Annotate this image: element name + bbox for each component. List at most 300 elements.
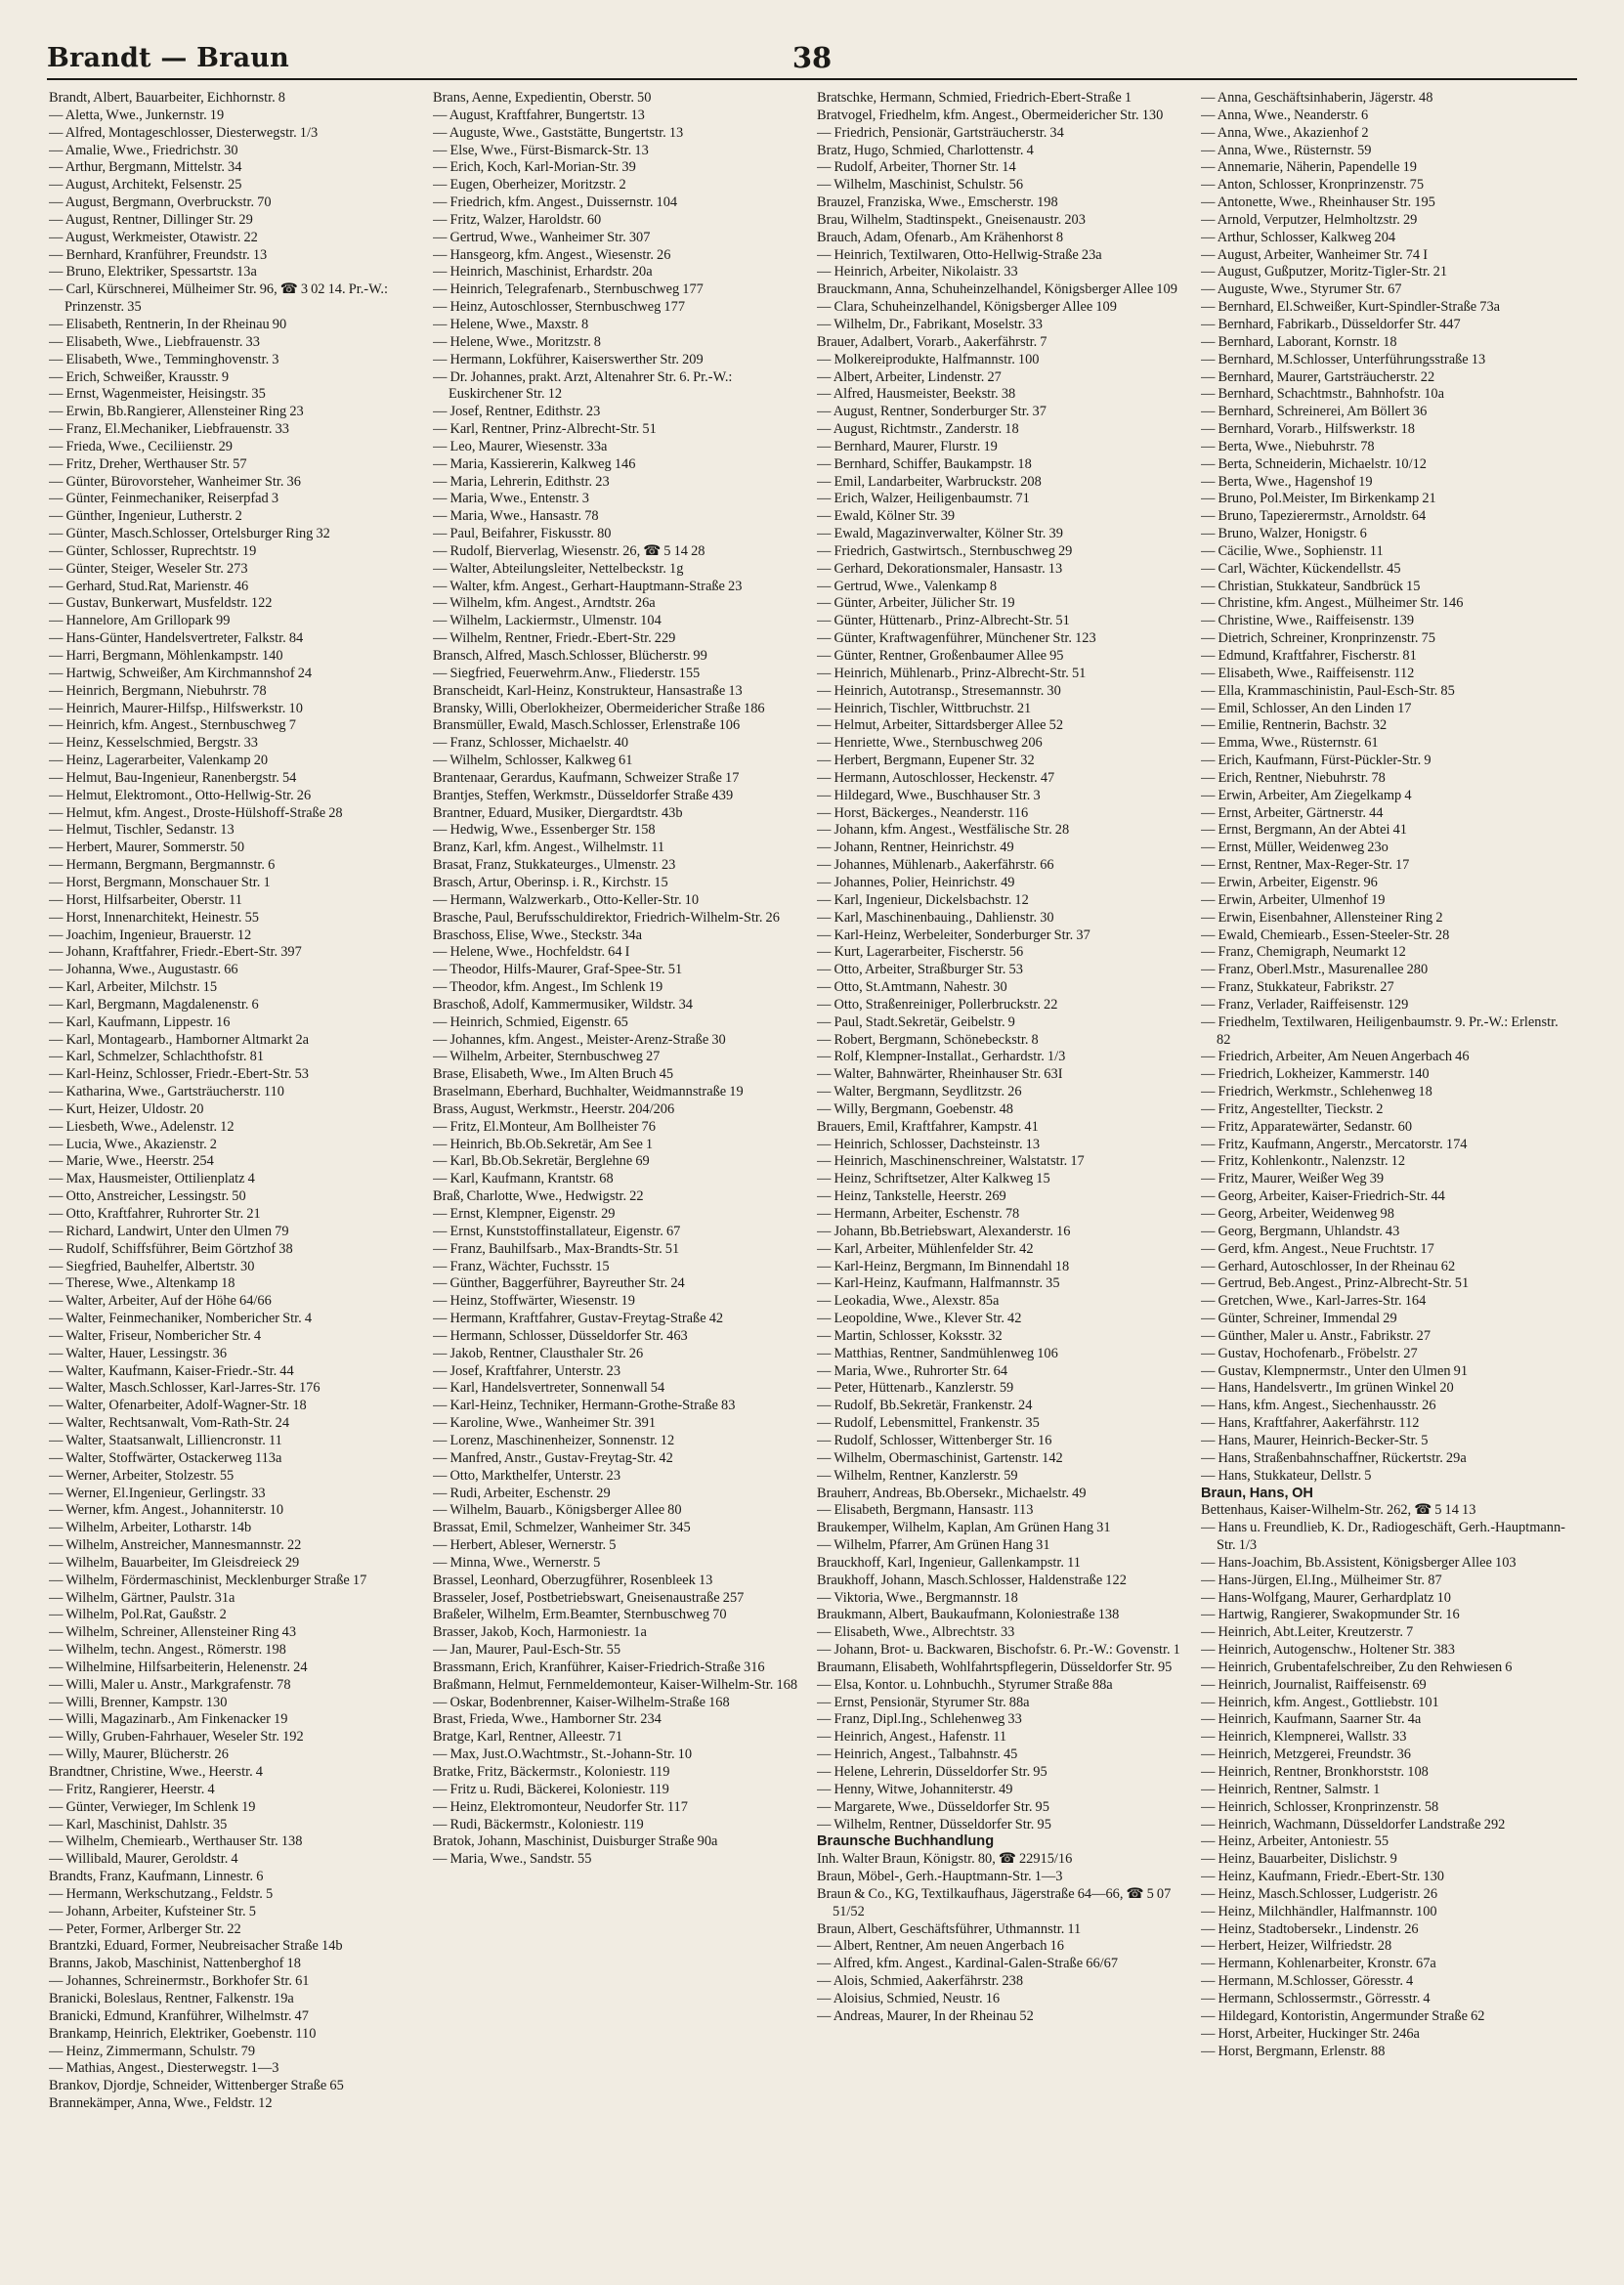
directory-entry: — Harri, Bergmann, Möhlenkampstr. 140: [49, 648, 283, 664]
directory-entry: — Karoline, Wwe., Wanheimer Str. 391: [433, 1415, 657, 1432]
directory-entry: — Karl, Arbeiter, Milchstr. 15: [49, 979, 218, 996]
directory-entry: — August, Werkmeister, Otawistr. 22: [49, 229, 258, 245]
directory-entry: — Bernhard, Schreinerei, Am Böllert 36: [1201, 404, 1428, 420]
directory-entry: — Hans, Kraftfahrer, Aakerfährstr. 112: [1201, 1415, 1420, 1432]
directory-entry: — Fritz, Kohlenkontr., Nalenzstr. 12: [1201, 1153, 1406, 1170]
directory-entry: — Werner, El.Ingenieur, Gerlingstr. 33: [49, 1485, 266, 1501]
directory-entry: — Edmund, Kraftfahrer, Fischerstr. 81: [1201, 648, 1417, 664]
directory-entry: — Alfred, kfm. Angest., Kardinal-Galen-Straße 66/67: [817, 1956, 1119, 1972]
directory-entry: — August, Arbeiter, Wanheimer Str. 74 I: [1201, 246, 1429, 263]
directory-entry: — Walter, Friseur, Nombericher Str. 4: [49, 1327, 262, 1344]
directory-entry: Inh. Walter Braun, Königstr. 80, ☎ 22915/16: [817, 1851, 1073, 1868]
directory-entry: — Paul, Stadt.Sekretär, Geibelstr. 9: [817, 1013, 1015, 1030]
directory-entry: — Johannes, Mühlenarb., Aakerfährstr. 66: [817, 857, 1054, 874]
directory-entry: — Walter, Ofenarbeiter, Adolf-Wagner-Str. 18: [49, 1398, 307, 1414]
directory-entry: Brase, Elisabeth, Wwe., Im Alten Bruch 45: [433, 1066, 674, 1083]
directory-entry: — Willy, Maurer, Blücherstr. 26: [49, 1746, 229, 1763]
directory-entry: — Willy, Bergmann, Goebenstr. 48: [817, 1100, 1013, 1117]
directory-entry: Brauers, Emil, Kraftfahrer, Kampstr. 41: [817, 1118, 1039, 1135]
directory-entry: — Kurt, Heizer, Uldostr. 20: [49, 1100, 204, 1117]
directory-entry: — Eugen, Oberheizer, Moritzstr. 2: [433, 177, 626, 194]
directory-entry: Bransch, Alfred, Masch.Schlosser, Blücherstr. 99: [433, 648, 707, 664]
directory-entry: — Erwin, Arbeiter, Ulmenhof 19: [1201, 891, 1386, 908]
directory-entry: — Berta, Schneiderin, Michaelstr. 10/12: [1201, 455, 1427, 472]
directory-entry: — Hartwig, Schweißer, Am Kirchmannshof 24: [49, 665, 313, 681]
directory-entry: — Fritz, Angestellter, Tieckstr. 2: [1201, 1100, 1384, 1117]
directory-entry: — Ella, Krammaschinistin, Paul-Esch-Str. 85: [1201, 682, 1455, 699]
directory-entry: — Leopoldine, Wwe., Klever Str. 42: [817, 1311, 1022, 1327]
directory-entry: — Rudolf, Arbeiter, Thorner Str. 14: [817, 159, 1016, 176]
directory-column-3: [817, 90, 1186, 2260]
directory-entry: — Maria, Wwe., Sandstr. 55: [433, 1851, 592, 1868]
directory-entry: — Elsa, Kontor. u. Lohnbuchh., Styrumer Straße 88a: [817, 1676, 1113, 1693]
directory-entry: — Emil, Schlosser, An den Linden 17: [1201, 700, 1412, 716]
directory-entry: — Anna, Wwe., Rüsternstr. 59: [1201, 142, 1372, 158]
directory-entry: — Bernhard, Kranführer, Freundstr. 13: [49, 246, 268, 263]
directory-entry: — Leokadia, Wwe., Alexstr. 85a: [817, 1293, 1000, 1310]
directory-entry: — Herbert, Heizer, Wilfriedstr. 28: [1201, 1938, 1392, 1955]
directory-entry: — Johannes, Schreinermstr., Borkhofer Str. 61: [49, 1973, 310, 1990]
directory-entry: — Johann, Bb.Betriebswart, Alexanderstr. 16: [817, 1223, 1071, 1239]
directory-entry: — Günther, Ingenieur, Lutherstr. 2: [49, 508, 242, 525]
directory-entry: — Walter, Hauer, Lessingstr. 36: [49, 1345, 228, 1361]
directory-entry: — Heinrich, Abt.Leiter, Kreutzerstr. 7: [1201, 1624, 1414, 1641]
directory-entry: — Wilhelmine, Hilfsarbeiterin, Helenenstr. 24: [49, 1659, 308, 1675]
directory-entry: — Bernhard, El.Schweißer, Kurt-Spindler-Straße 73a: [1201, 299, 1501, 316]
directory-entry: — Friedrich, Werkmstr., Schlehenweg 18: [1201, 1084, 1432, 1100]
directory-entry: — Heinrich, Autogenschw., Holtener Str. 383: [1201, 1642, 1455, 1659]
directory-entry: — Elisabeth, Wwe., Albrechtstr. 33: [817, 1624, 1015, 1641]
directory-entry: — Hans-Joachim, Bb.Assistent, Königsberger Allee 103: [1201, 1554, 1517, 1571]
directory-entry: — Wilhelm, techn. Angest., Römerstr. 198: [49, 1642, 286, 1659]
directory-entry: — Christine, kfm. Angest., Mülheimer Str. 146: [1201, 595, 1464, 612]
directory-entry: — Horst, Bergmann, Erlenstr. 88: [1201, 2043, 1386, 2059]
directory-entry: — Andreas, Maurer, In der Rheinau 52: [817, 2007, 1034, 2024]
directory-entry: — Ernst, Kunststoffinstallateur, Eigenstr. 67: [433, 1223, 681, 1239]
directory-entry: — Wilhelm, Pfarrer, Am Grünen Hang 31: [817, 1537, 1050, 1554]
directory-entry: Brassat, Emil, Schmelzer, Wanheimer Str. 345: [433, 1520, 691, 1536]
directory-entry: — Hermann, Bergmann, Bergmannstr. 6: [49, 857, 276, 874]
directory-entry: Branicki, Edmund, Kranführer, Wilhelmstr. 47: [49, 2007, 309, 2024]
directory-entry: — Bruno, Walzer, Honigstr. 6: [1201, 526, 1367, 542]
directory-entry: — August, Gußputzer, Moritz-Tigler-Str. 21: [1201, 264, 1448, 280]
directory-entry: Braselmann, Eberhard, Buchhalter, Weidmannstraße 19: [433, 1084, 744, 1100]
directory-entry: — Fritz, Apparatewärter, Sedanstr. 60: [1201, 1118, 1413, 1135]
directory-entry: — Heinrich, Schmied, Eigenstr. 65: [433, 1013, 628, 1030]
directory-entry: — Günter, Arbeiter, Jülicher Str. 19: [817, 595, 1015, 612]
directory-entry: — Ernst, Klempner, Eigenstr. 29: [433, 1206, 616, 1222]
directory-entry: — Johanna, Wwe., Augustastr. 66: [49, 962, 238, 978]
directory-entry: — Gretchen, Wwe., Karl-Jarres-Str. 164: [1201, 1293, 1427, 1310]
directory-entry: Brankov, Djordje, Schneider, Wittenberger Straße 65: [49, 2078, 344, 2094]
directory-entry: Brantjes, Steffen, Werkmstr., Düsseldorfer Straße 439: [433, 787, 734, 803]
directory-entry: Bransky, Willi, Oberlokheizer, Obermeidericher Straße 186: [433, 700, 765, 716]
directory-entry: — Hermann, Kohlenarbeiter, Kronstr. 67a: [1201, 1956, 1436, 1972]
directory-entry: — Maria, Wwe., Ruhrorter Str. 64: [817, 1362, 1008, 1379]
directory-entry: — Ernst, Arbeiter, Gärtnerstr. 44: [1201, 804, 1384, 821]
directory-entry: Braun & Co., KG, Textilkaufhaus, Jägerstraße 64—66, ☎ 5 07 51/52: [817, 1885, 1172, 1919]
directory-entry: — Heinrich, Rentner, Bronkhorststr. 108: [1201, 1764, 1429, 1780]
directory-entry: — Georg, Arbeiter, Kaiser-Friedrich-Str. 44: [1201, 1188, 1445, 1205]
directory-entry: — Fritz, Maurer, Weißer Weg 39: [1201, 1171, 1385, 1187]
directory-entry: — Wilhelm, Schlosser, Kalkweg 61: [433, 753, 633, 769]
directory-entry: — Werner, Arbeiter, Stolzestr. 55: [49, 1467, 235, 1484]
directory-entry: Braukmann, Albert, Baukaufmann, Koloniestraße 138: [817, 1607, 1120, 1623]
directory-entry: — Siegfried, Feuerwehrm.Anw., Fliederstr. 155: [433, 665, 701, 681]
directory-entry: — Karl, Bb.Ob.Sekretär, Berglehne 69: [433, 1153, 650, 1170]
directory-entry: — Annemarie, Näherin, Papendelle 19: [1201, 159, 1417, 176]
directory-entry: — Hans, Maurer, Heinrich-Becker-Str. 5: [1201, 1432, 1429, 1448]
directory-entry: Braßmann, Helmut, Fernmeldemonteur, Kaiser-Wilhelm-Str. 168: [433, 1676, 798, 1693]
directory-entry: — Karl, Ingenieur, Dickelsbachstr. 12: [817, 891, 1029, 908]
directory-entry: — Alfred, Hausmeister, Beekstr. 38: [817, 386, 1016, 403]
directory-entry: Bratschke, Hermann, Schmied, Friedrich-Ebert-Straße 1: [817, 90, 1133, 106]
directory-entry: — Heinrich, Angest., Hafenstr. 11: [817, 1729, 1007, 1746]
directory-entry: — Hartwig, Rangierer, Swakopmunder Str. 16: [1201, 1607, 1460, 1623]
page-header: [47, 37, 1577, 82]
directory-entry: — Franz, Chemigraph, Neumarkt 12: [1201, 944, 1406, 961]
directory-entry: — August, Richtmstr., Zanderstr. 18: [817, 421, 1019, 438]
directory-entry: — Frieda, Wwe., Ceciliienstr. 29: [49, 438, 233, 454]
directory-entry: — Walter, Abteilungsleiter, Nettelbeckstr. 1g: [433, 560, 684, 577]
directory-entry: — Theodor, Hilfs-Maurer, Graf-Spee-Str. 51: [433, 962, 683, 978]
directory-entry: — Rudolf, Bierverlag, Wiesenstr. 26, ☎ 5 14 28: [433, 542, 705, 559]
directory-entry: — Hermann, Schlossermstr., Görresstr. 4: [1201, 1990, 1431, 2006]
directory-entry: — Bernhard, Fabrikarb., Düsseldorfer Str. 447: [1201, 316, 1461, 332]
directory-entry: Brandtner, Christine, Wwe., Heerstr. 4: [49, 1764, 263, 1780]
directory-entry: — Gustav, Klempnermstr., Unter den Ulmen 91: [1201, 1362, 1469, 1379]
directory-entry: Brasat, Franz, Stukkateurges., Ulmenstr. 23: [433, 857, 676, 874]
directory-entry: — Heinz, Schriftsetzer, Alter Kalkweg 15: [817, 1171, 1050, 1187]
directory-entry: Brauherr, Andreas, Bb.Obersekr., Michaelstr. 49: [817, 1485, 1087, 1501]
directory-entry: — Günter, Steiger, Weseler Str. 273: [49, 560, 248, 577]
directory-entry: — Hans-Günter, Handelsvertreter, Falkstr. 84: [49, 630, 304, 647]
directory-entry: — Helene, Wwe., Hochfeldstr. 64 I: [433, 944, 630, 961]
directory-entry: — Helene, Wwe., Maxstr. 8: [433, 316, 589, 332]
directory-entry: — Heinrich, Arbeiter, Nikolaistr. 33: [817, 264, 1018, 280]
directory-entry: — Karl-Heinz, Bergmann, Im Binnendahl 18: [817, 1258, 1070, 1274]
directory-entry: — Johann, Brot- u. Backwaren, Bischofstr. 6. Pr.-W.: Govenstr. 1: [817, 1642, 1180, 1659]
directory-entry: Brass, August, Werkmstr., Heerstr. 204/206: [433, 1100, 675, 1117]
directory-entry: — Leo, Maurer, Wiesenstr. 33a: [433, 438, 608, 454]
directory-entry: — Arnold, Verputzer, Helmholtzstr. 29: [1201, 211, 1418, 228]
directory-entry: — Johann, Arbeiter, Kufsteiner Str. 5: [49, 1903, 256, 1919]
directory-entry: — Heinz, Kaufmann, Friedr.-Ebert-Str. 130: [1201, 1869, 1444, 1885]
directory-entry: — Walter, Bergmann, Seydlitzstr. 26: [817, 1084, 1022, 1100]
directory-entry: Brandts, Franz, Kaufmann, Linnestr. 6: [49, 1869, 264, 1885]
directory-entry: — Mathias, Angest., Diesterwegstr. 1—3: [49, 2060, 279, 2077]
directory-entry: — Erich, Kaufmann, Fürst-Pückler-Str. 9: [1201, 753, 1432, 769]
directory-entry: — Emil, Landarbeiter, Warbruckstr. 208: [817, 473, 1042, 490]
directory-entry: — August, Bergmann, Overbruckstr. 70: [49, 194, 272, 211]
directory-entry: — Helene, Lehrerin, Düsseldorfer Str. 95: [817, 1764, 1047, 1780]
directory-entry: — Carl, Kürschnerei, Mülheimer Str. 96, ☎ 3 02 14. Pr.-W.: Prinzenstr. 35: [49, 281, 388, 316]
directory-entry: — Oskar, Bodenbrenner, Kaiser-Wilhelm-Straße 168: [433, 1694, 730, 1710]
directory-entry: — Horst, Bäckerges., Neanderstr. 116: [817, 804, 1029, 821]
directory-entry: — Max, Hausmeister, Ottilienplatz 4: [49, 1171, 255, 1187]
directory-entry: — Wilhelm, Lackiermstr., Ulmenstr. 104: [433, 613, 662, 629]
directory-entry: Bransmüller, Ewald, Masch.Schlosser, Erlenstraße 106: [433, 717, 741, 734]
directory-entry: — Martin, Schlosser, Koksstr. 32: [817, 1327, 1003, 1344]
directory-entry: — Elisabeth, Wwe., Temminghovenstr. 3: [49, 351, 279, 367]
directory-entry: — Hermann, Kraftfahrer, Gustav-Freytag-Straße 42: [433, 1311, 724, 1327]
directory-entry: — Franz, Dipl.Ing., Schlehenweg 33: [817, 1711, 1022, 1728]
directory-entry: Bettenhaus, Kaiser-Wilhelm-Str. 262, ☎ 5 14 13: [1201, 1502, 1476, 1519]
directory-entry: — Ernst, Müller, Weidenweg 23o: [1201, 840, 1389, 856]
directory-entry: — Günther, Maler u. Anstr., Fabrikstr. 27: [1201, 1327, 1432, 1344]
directory-entry: — Heinz, Autoschlosser, Sternbuschweg 177: [433, 299, 686, 316]
directory-entry: — Margarete, Wwe., Düsseldorfer Str. 95: [817, 1798, 1049, 1815]
directory-entry: — Helmut, Arbeiter, Sittardsberger Allee 52: [817, 717, 1064, 734]
directory-entry: Braun, Möbel-, Gerh.-Hauptmann-Str. 1—3: [817, 1869, 1063, 1885]
directory-entry: — Minna, Wwe., Wernerstr. 5: [433, 1554, 601, 1571]
directory-entry: — Karl-Heinz, Schlosser, Friedr.-Ebert-Str. 53: [49, 1066, 309, 1083]
directory-entry: Bratge, Karl, Rentner, Alleestr. 71: [433, 1729, 623, 1746]
directory-entry: Braschoß, Adolf, Kammermusiker, Wildstr. 34: [433, 996, 693, 1013]
directory-entry: — Heinz, Bauarbeiter, Dislichstr. 9: [1201, 1851, 1397, 1868]
directory-entry: — Bruno, Pol.Meister, Im Birkenkamp 21: [1201, 491, 1436, 507]
directory-entry: — Karl-Heinz, Kaufmann, Halfmannstr. 35: [817, 1275, 1060, 1292]
directory-entry: — Heinrich, Kaufmann, Saarner Str. 4a: [1201, 1711, 1422, 1728]
directory-entry: — Theodor, kfm. Angest., Im Schlenk 19: [433, 979, 663, 996]
directory-entry: — Heinz, Masch.Schlosser, Ludgeristr. 26: [1201, 1885, 1438, 1902]
running-head: Brandt — Braun: [47, 43, 289, 73]
directory-entry: Brandt, Albert, Bauarbeiter, Eichhornstr. 8: [49, 90, 285, 106]
directory-entry: — Peter, Hüttenarb., Kanzlerstr. 59: [817, 1380, 1014, 1397]
directory-entry: — Franz, Bauhilfsarb., Max-Brandts-Str. 51: [433, 1240, 680, 1257]
directory-entry: — Alois, Schmied, Aakerfährstr. 238: [817, 1973, 1024, 1990]
directory-entry: — Erich, Walzer, Heiligenbaumstr. 71: [817, 491, 1030, 507]
directory-entry: — Friedrich, Pensionär, Gartsträucherstr. 34: [817, 124, 1064, 141]
directory-entry: Braschoss, Elise, Wwe., Steckstr. 34a: [433, 927, 642, 943]
directory-entry: — Heinrich, Bergmann, Niebuhrstr. 78: [49, 682, 267, 699]
directory-entry: — Willy, Gruben-Fahrhauer, Weseler Str. 192: [49, 1729, 304, 1746]
directory-entry: — Heinz, Kesselschmied, Bergstr. 33: [49, 735, 258, 752]
directory-entry: Brauch, Adam, Ofenarb., Am Krähenhorst 8: [817, 229, 1064, 245]
directory-entry: — Franz, Wächter, Fuchsstr. 15: [433, 1258, 610, 1274]
directory-entry: — Fritz, El.Monteur, Am Bollheister 76: [433, 1118, 656, 1135]
directory-entry: — Heinrich, Maschinenschreiner, Walstatstr. 17: [817, 1153, 1085, 1170]
directory-entry: — Franz, Stukkateur, Fabrikstr. 27: [1201, 979, 1394, 996]
directory-entry: — Karl, Maschinist, Dahlstr. 35: [49, 1816, 228, 1832]
directory-entry: — Heinrich, Wachmann, Düsseldorfer Landstraße 292: [1201, 1816, 1506, 1832]
directory-entry: — Marie, Wwe., Heerstr. 254: [49, 1153, 214, 1170]
directory-entry: — Günter, Masch.Schlosser, Ortelsburger Ring 32: [49, 526, 330, 542]
directory-entry: — Herbert, Ableser, Wernerstr. 5: [433, 1537, 617, 1554]
directory-entry: — Hannelore, Am Grillopark 99: [49, 613, 231, 629]
directory-entry: — Heinrich, kfm. Angest., Sternbuschweg 7: [49, 717, 296, 734]
directory-entry: Brantner, Eduard, Musiker, Diergardtstr. 43b: [433, 804, 683, 821]
directory-entry: — Wilhelm, Obermaschinist, Gartenstr. 142: [817, 1449, 1063, 1466]
directory-entry: — Rudolf, Schiffsführer, Beim Görtzhof 38: [49, 1240, 293, 1257]
directory-entry: — Anna, Wwe., Neanderstr. 6: [1201, 107, 1369, 123]
directory-entry: — Wilhelm, Arbeiter, Sternbuschweg 27: [433, 1049, 661, 1065]
directory-entry: — Bernhard, Schachtmstr., Bahnhofstr. 10a: [1201, 386, 1444, 403]
directory-entry: — Heinz, Tankstelle, Heerstr. 269: [817, 1188, 1006, 1205]
directory-entry: — Gertrud, Beb.Angest., Prinz-Albrecht-Str. 51: [1201, 1275, 1470, 1292]
directory-entry: — Karl, Montagearb., Hamborner Altmarkt 2a: [49, 1031, 310, 1048]
directory-entry: — Karl, Kaufmann, Lippestr. 16: [49, 1013, 231, 1030]
directory-entry: — Hans, Stukkateur, Dellstr. 5: [1201, 1467, 1372, 1484]
directory-entry: — Johannes, kfm. Angest., Meister-Arenz-Straße 30: [433, 1031, 726, 1048]
directory-entry: — Josef, Kraftfahrer, Unterstr. 23: [433, 1362, 621, 1379]
directory-entry: — Otto, Arbeiter, Straßburger Str. 53: [817, 962, 1023, 978]
directory-entry: — Karl-Heinz, Techniker, Hermann-Grothe-Straße 83: [433, 1398, 736, 1414]
directory-entry: — Hermann, M.Schlosser, Göresstr. 4: [1201, 1973, 1414, 1990]
directory-entry: — Friedrich, Lokheizer, Kammerstr. 140: [1201, 1066, 1430, 1083]
directory-entry: — Wilhelm, Bauarbeiter, Im Gleisdreieck 29: [49, 1554, 300, 1571]
directory-entry: Branscheidt, Karl-Heinz, Konstrukteur, Hansastraße 13: [433, 682, 743, 699]
directory-entry: — Hildegard, Kontoristin, Angermunder Straße 62: [1201, 2007, 1485, 2024]
directory-entry: — Helmut, Elektromont., Otto-Hellwig-Str. 26: [49, 787, 312, 803]
directory-entry: Branns, Jakob, Maschinist, Nattenberghof 18: [49, 1956, 301, 1972]
directory-entry: Bratke, Fritz, Bäckermstr., Koloniestr. 119: [433, 1764, 670, 1780]
directory-entry: — Bruno, Tapezierermstr., Arnoldstr. 64: [1201, 508, 1427, 525]
directory-entry: — Heinrich, Telegrafenarb., Sternbuschweg 177: [433, 281, 704, 298]
directory-entry: — Bernhard, M.Schlosser, Unterführungsstraße 13: [1201, 351, 1486, 367]
directory-entry: — Emilie, Rentnerin, Bachstr. 32: [1201, 717, 1388, 734]
directory-entry: — Heinrich, Angest., Talbahnstr. 45: [817, 1746, 1018, 1763]
directory-entry: — Elisabeth, Bergmann, Hansastr. 113: [817, 1502, 1034, 1519]
directory-entry: — Fritz, Walzer, Haroldstr. 60: [433, 211, 602, 228]
directory-entry: — Heinrich, Tischler, Wittbruchstr. 21: [817, 700, 1032, 716]
directory-entry: — Wilhelm, Bauarb., Königsberger Allee 80: [433, 1502, 682, 1519]
directory-entry: — Hans-Jürgen, El.Ing., Mülheimer Str. 87: [1201, 1572, 1442, 1588]
directory-entry: — Otto, St.Amtmann, Nahestr. 30: [817, 979, 1007, 996]
directory-entry: — Bernhard, Vorarb., Hilfswerkstr. 18: [1201, 421, 1415, 438]
directory-entry: — Wilhelm, kfm. Angest., Arndtstr. 26a: [433, 595, 656, 612]
directory-entry: — Walter, Bahnwärter, Rheinhauser Str. 63I: [817, 1066, 1063, 1083]
directory-entry: — Helene, Wwe., Moritzstr. 8: [433, 333, 601, 350]
directory-entry: — Matthias, Rentner, Sandmühlenweg 106: [817, 1345, 1058, 1361]
directory-entry: — Hermann, Walzwerkarb., Otto-Keller-Str. 10: [433, 891, 700, 908]
header-rule: [47, 78, 1577, 80]
directory-entry: — Friedrich, kfm. Angest., Duissernstr. 104: [433, 194, 678, 211]
directory-entry: — Walter, Kaufmann, Kaiser-Friedr.-Str. 44: [49, 1362, 294, 1379]
directory-entry: — Heinrich, Grubentafelschreiber, Zu den Rehwiesen 6: [1201, 1659, 1513, 1675]
directory-entry: — Günter, Hüttenarb., Prinz-Albrecht-Str. 51: [817, 613, 1070, 629]
directory-entry: — Siegfried, Bauhelfer, Albertstr. 30: [49, 1258, 255, 1274]
directory-entry: Branicki, Boleslaus, Rentner, Falkenstr. 19a: [49, 1990, 294, 2006]
directory-entry: — Walter, Rechtsanwalt, Vom-Rath-Str. 24: [49, 1415, 290, 1432]
directory-entry: — Hans u. Freundlieb, K. Dr., Radiogeschäft, Gerh.-Hauptmann-Str. 1/3: [1201, 1520, 1565, 1554]
directory-entry: — Aloisius, Schmied, Neustr. 16: [817, 1990, 1001, 2006]
directory-entry: — Ewald, Magazinverwalter, Kölner Str. 39: [817, 526, 1063, 542]
directory-entry: — Wilhelm, Dr., Fabrikant, Moselstr. 33: [817, 316, 1043, 332]
directory-entry: Brassel, Leonhard, Oberzugführer, Rosenbleek 13: [433, 1572, 713, 1588]
page-number: 38: [791, 41, 833, 74]
directory-entry: — August, Rentner, Dillinger Str. 29: [49, 211, 253, 228]
directory-entry: — Arthur, Bergmann, Mittelstr. 34: [49, 159, 242, 176]
directory-entry: — Heinrich, Autotransp., Stresemannstr. 30: [817, 682, 1061, 699]
directory-entry: — Walter, Staatsanwalt, Lilliencronstr. 11: [49, 1432, 282, 1448]
directory-entry: — Karl, Bergmann, Magdalenenstr. 6: [49, 996, 259, 1013]
directory-entry: Brasch, Artur, Oberinsp. i. R., Kirchstr. 15: [433, 874, 668, 890]
directory-entry: — Karl, Schmelzer, Schlachthofstr. 81: [49, 1049, 265, 1065]
directory-entry: — Günter, Verwieger, Im Schlenk 19: [49, 1798, 256, 1815]
directory-entry: — Heinz, Zimmermann, Schulstr. 79: [49, 2043, 256, 2059]
directory-entry: — Hermann, Arbeiter, Eschenstr. 78: [817, 1206, 1020, 1222]
directory-entry: — Fritz, Rangierer, Heerstr. 4: [49, 1781, 215, 1797]
directory-entry: — Maria, Wwe., Entenstr. 3: [433, 491, 589, 507]
directory-entry: Braukemper, Wilhelm, Kaplan, Am Grünen Hang 31: [817, 1520, 1111, 1536]
directory-entry: — Bernhard, Schiffer, Baukampstr. 18: [817, 455, 1032, 472]
directory-entry: — Heinrich, Bb.Ob.Sekretär, Am See 1: [433, 1136, 654, 1152]
directory-entry: — Maria, Wwe., Hansastr. 78: [433, 508, 599, 525]
directory-entry: — Johann, kfm. Angest., Westfälische Str. 28: [817, 822, 1070, 839]
directory-entry: — August, Rentner, Sonderburger Str. 37: [817, 404, 1047, 420]
directory-entry: — Heinrich, Schlosser, Kronprinzenstr. 58: [1201, 1798, 1439, 1815]
directory-entry: — Karl, Kaufmann, Krantstr. 68: [433, 1171, 614, 1187]
directory-entry: Brauckmann, Anna, Schuheinzelhandel, Königsberger Allee 109: [817, 281, 1177, 298]
directory-entry: — Berta, Wwe., Hagenshof 19: [1201, 473, 1373, 490]
directory-entry: Bratz, Hugo, Schmied, Charlottenstr. 4: [817, 142, 1034, 158]
directory-entry: — Hans, Straßenbahnschaffner, Rückertstr. 29a: [1201, 1449, 1467, 1466]
directory-entry: — Helmut, kfm. Angest., Droste-Hülshoff-Straße 28: [49, 804, 343, 821]
directory-entry: — Anna, Geschäftsinhaberin, Jägerstr. 48: [1201, 90, 1433, 106]
directory-entry: — Franz, Schlosser, Michaelstr. 40: [433, 735, 629, 752]
directory-entry: — Willi, Maler u. Anstr., Markgrafenstr. 78: [49, 1676, 291, 1693]
directory-entry: — Cäcilie, Wwe., Sophienstr. 11: [1201, 542, 1384, 559]
directory-entry: Branz, Karl, kfm. Angest., Wilhelmstr. 11: [433, 840, 665, 856]
directory-entry: — Heinz, Milchhändler, Halfmannstr. 100: [1201, 1903, 1437, 1919]
directory-entry: — Heinrich, Metzgerei, Freundstr. 36: [1201, 1746, 1412, 1763]
directory-entry: — Henriette, Wwe., Sternbuschweg 206: [817, 735, 1043, 752]
directory-entry: — Karl, Arbeiter, Mühlenfelder Str. 42: [817, 1240, 1034, 1257]
directory-entry: Brantenaar, Gerardus, Kaufmann, Schweizer Straße 17: [433, 769, 740, 786]
directory-entry: — Erich, Rentner, Niebuhrstr. 78: [1201, 769, 1386, 786]
directory-entry: — Walter, Stoffwärter, Ostackerweg 113a: [49, 1449, 282, 1466]
directory-entry: — Auguste, Wwe., Styrumer Str. 67: [1201, 281, 1402, 298]
directory-entry: — Fritz, Dreher, Werthauser Str. 57: [49, 455, 247, 472]
directory-entry: Brauckhoff, Karl, Ingenieur, Gallenkampstr. 11: [817, 1554, 1081, 1571]
directory-entry: — Manfred, Anstr., Gustav-Freytag-Str. 42: [433, 1449, 673, 1466]
directory-entry: — Wilhelm, Arbeiter, Lotharstr. 14b: [49, 1520, 252, 1536]
directory-entry: — Rolf, Klempner-Installat., Gerhardstr. 1/3: [817, 1049, 1066, 1065]
directory-entry: — Karl, Handelsvertreter, Sonnenwall 54: [433, 1380, 665, 1397]
directory-entry: — Friedhelm, Textilwaren, Heiligenbaumstr. 9. Pr.-W.: Erlenstr. 82: [1201, 1013, 1559, 1048]
directory-entry: — Helmut, Tischler, Sedanstr. 13: [49, 822, 235, 839]
directory-entry: — Friedrich, Arbeiter, Am Neuen Angerbach 46: [1201, 1049, 1470, 1065]
directory-entry: — Hildegard, Wwe., Buschhauser Str. 3: [817, 787, 1041, 803]
directory-entry: — Auguste, Wwe., Gaststätte, Bungertstr. 13: [433, 124, 684, 141]
directory-entry: Braßeler, Wilhelm, Erm.Beamter, Sternbuschweg 70: [433, 1607, 727, 1623]
directory-entry: — Günter, Schlosser, Ruprechtstr. 19: [49, 542, 257, 559]
directory-entry: — Hermann, Schlosser, Düsseldorfer Str. 463: [433, 1327, 688, 1344]
directory-entry: — Arthur, Schlosser, Kalkweg 204: [1201, 229, 1396, 245]
directory-entry: — Ewald, Chemiearb., Essen-Steeler-Str. 28: [1201, 927, 1450, 943]
directory-entry: — Hans, Handelsvertr., Im grünen Winkel 20: [1201, 1380, 1454, 1397]
directory-entry: — Heinrich, Schlosser, Dachsteinstr. 13: [817, 1136, 1041, 1152]
directory-entry: Brans, Aenne, Expedientin, Oberstr. 50: [433, 90, 652, 106]
directory-entry: — Alfred, Montageschlosser, Diesterwegstr. 1/3: [49, 124, 319, 141]
directory-entry: — Günther, Baggerführer, Bayreuther Str. 24: [433, 1275, 685, 1292]
directory-entry: — Albert, Rentner, Am neuen Angerbach 16: [817, 1938, 1064, 1955]
directory-entry: — Joachim, Ingenieur, Brauerstr. 12: [49, 927, 252, 943]
directory-entry: — Gertrud, Wwe., Wanheimer Str. 307: [433, 229, 651, 245]
directory-entry: — Horst, Hilfsarbeiter, Oberstr. 11: [49, 891, 242, 908]
directory-entry: Brantzki, Eduard, Former, Neubreisacher Straße 14b: [49, 1938, 343, 1955]
directory-entry: — Wilhelm, Anstreicher, Mannesmannstr. 22: [49, 1537, 302, 1554]
directory-entry: — Günter, Bürovorsteher, Wanheimer Str. 36: [49, 473, 301, 490]
directory-entry: — August, Kraftfahrer, Bungertstr. 13: [433, 107, 645, 123]
directory-entry: — Heinz, Stadtobersekr., Lindenstr. 26: [1201, 1920, 1419, 1937]
directory-entry: — Josef, Rentner, Edithstr. 23: [433, 404, 601, 420]
directory-entry: — Walter, Arbeiter, Auf der Höhe 64/66: [49, 1293, 272, 1310]
directory-entry: — Walter, Masch.Schlosser, Karl-Jarres-Str. 176: [49, 1380, 321, 1397]
directory-entry: Braumann, Elisabeth, Wohlfahrtspflegerin, Düsseldorfer Str. 95: [817, 1659, 1173, 1675]
directory-entry: — August, Architekt, Felsenstr. 25: [49, 177, 242, 194]
